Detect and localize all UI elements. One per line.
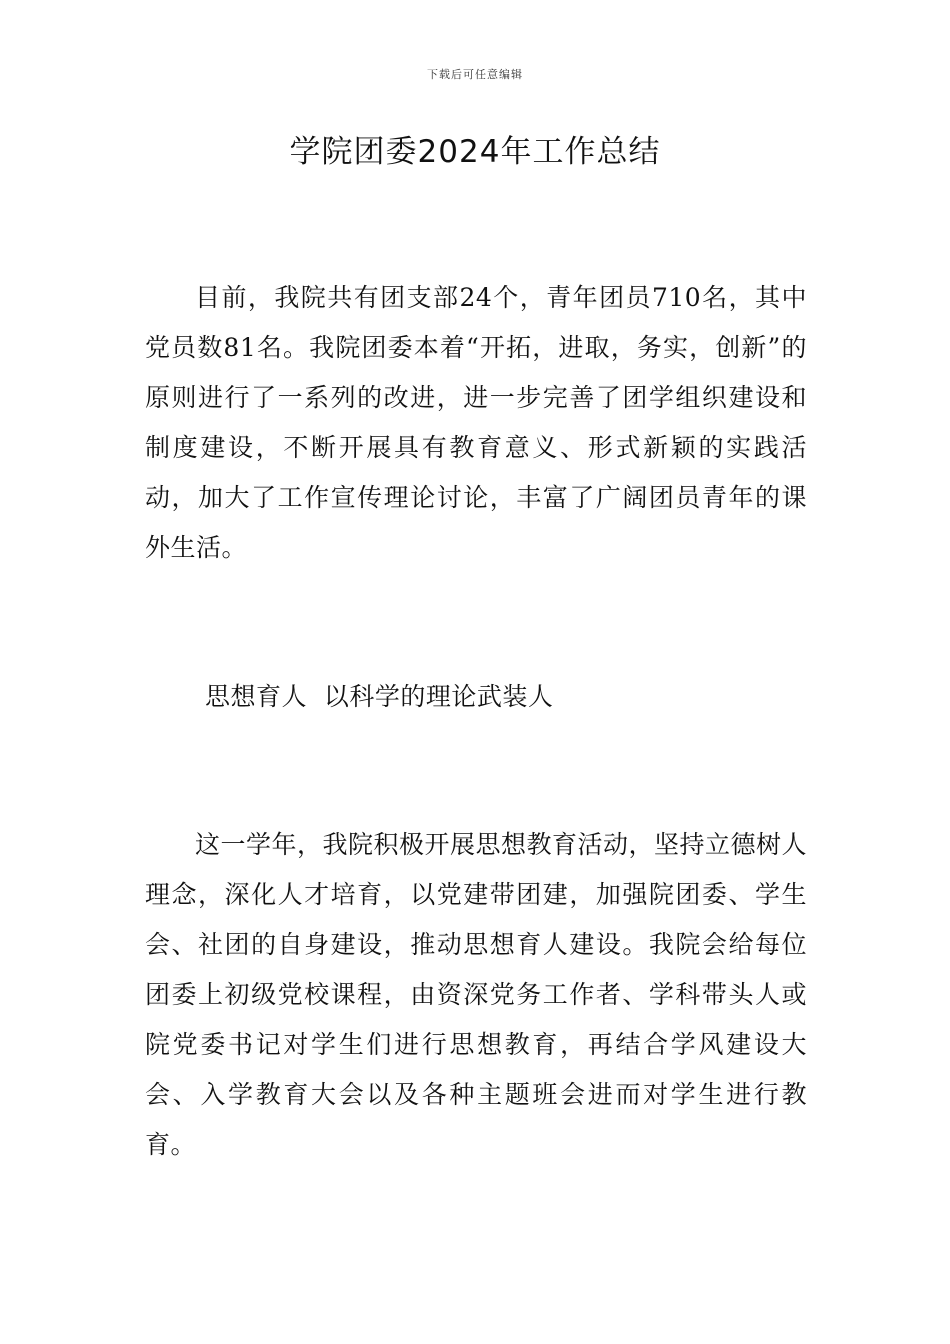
paragraph-intro: 目前，我院共有团支部24个，青年团员710名，其中党员数81名。我院团委本着“开拓，进取，务实，创新”的原则进行了一系列的改进，进一步完善了团学组织建设和制度建设，不断开展具有教育意义、形式新颖的实践活动，加大了工作宣传理论讨论，丰富了广阔团员青年的课外生活。: [145, 283, 807, 562]
header-note: 下载后可任意编辑: [427, 68, 523, 81]
paragraph-ideology-education: 这一学年，我院积极开展思想教育活动，坚持立德树人理念，深化人才培育，以党建带团建，加强院团委、学生会、社团的自身建设，推动思想育人建设。我院会给每位团委上初级党校课程，由资深党务工作者、学科带头人或院党委书记对学生们进行思想教育，再结合学风建设大会、入学教育大会以及各种主题班会进而对学生进行教育。: [145, 830, 808, 1159]
document-title: 学院团委2024年工作总结: [289, 134, 661, 170]
section-heading: 思想育人 以科学的理论武装人: [205, 682, 554, 711]
